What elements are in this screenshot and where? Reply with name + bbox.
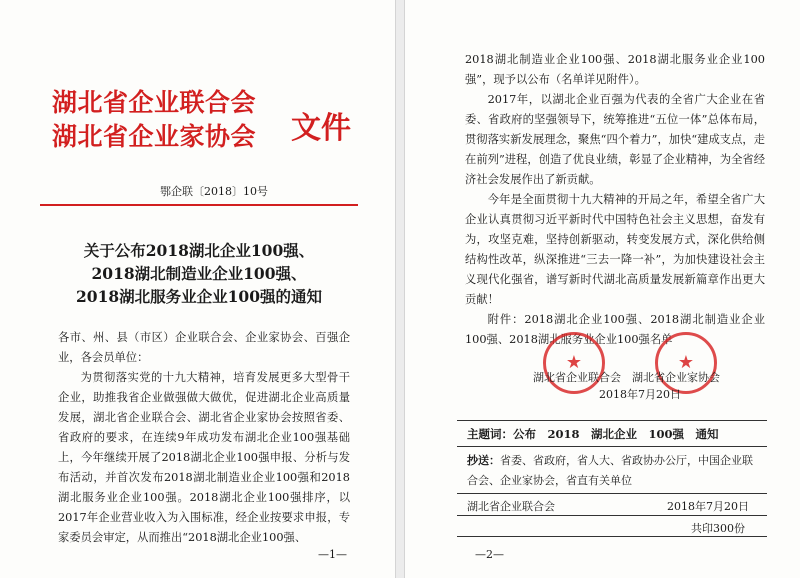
title-line-1: 关于公布2018湖北企业100强、 bbox=[83, 241, 315, 260]
rule-bottom bbox=[457, 536, 767, 537]
issuing-organizations bbox=[52, 86, 256, 154]
notice-title bbox=[40, 239, 358, 308]
cc-list bbox=[467, 451, 763, 491]
print-copies: 共印300份 bbox=[691, 522, 745, 535]
rule-above-cc bbox=[457, 446, 767, 447]
signature-organizations: 湖北省企业联合会 湖北省企业家协会 bbox=[533, 371, 720, 384]
paragraph-1: 为贯彻落实党的十九大精神，培育发展更多大型骨干企业，助推我省企业做强做大做优，促进湖北企业高质量发展，湖北省企业联合会、湖北省企业家协会按照省委、省政府的要求，在连续9年成功发布湖北企业100强基础上，今年继续开展了2018湖北企业100强申报、分析与发布活动，并首次发布2018湖北制造业企业100强和2018湖北服务业企业100强。2018湖北企业100强排序，以2017年企业营业收入为入围标准，经企业按要求申报，专家委员会审定，从而推出“2018湖北企业100强、 bbox=[58, 371, 350, 544]
issuing-office: 湖北省企业联合会 bbox=[467, 500, 555, 513]
red-separator-line bbox=[40, 204, 358, 206]
org-name-line-1: 湖北省企业联合会 bbox=[52, 88, 257, 117]
page-number-2: —2— bbox=[475, 548, 504, 561]
document-label: 文件 bbox=[291, 111, 351, 146]
title-line-3: 2018湖北服务业企业100强的通知 bbox=[76, 287, 322, 306]
paragraph-1-continued: 2018湖北制造业企业100强、2018湖北服务业企业100强”，现予以公布（名单详见附件）。 bbox=[465, 53, 765, 86]
rule-above-subject bbox=[457, 420, 767, 421]
cc-recipients: 省委、省政府，省人大、省政协办公厅，中国企业联合会、企业家协会，省直有关单位 bbox=[467, 454, 753, 487]
rule-above-copies bbox=[457, 515, 767, 516]
notice-body-page-2 bbox=[465, 50, 765, 350]
signature-date: 2018年7月20日 bbox=[599, 388, 681, 401]
document-number: 鄂企联〔2018〕10号 bbox=[160, 185, 268, 198]
document-page-1 bbox=[0, 0, 396, 578]
seal-star-icon: ★ bbox=[677, 352, 695, 373]
rule-above-issuer bbox=[457, 493, 767, 494]
notice-body-page-1 bbox=[58, 328, 350, 548]
paragraph-2: 2017年，以湖北企业百强为代表的全省广大企业在省委、省政府的坚强领导下，统筹推进“五位一体”总体布局，贯彻落实新发展理念，聚焦“四个着力”，加快“建成支点，走在前列”进程，创造了优良业绩，彰显了企业精神，为全省经济社会发展作出了新贡献。 bbox=[465, 93, 765, 186]
seal-star-icon: ★ bbox=[565, 352, 583, 373]
subject-keywords: 主题词：公布 2018 湖北企业 100强 通知 bbox=[467, 427, 719, 441]
issue-date: 2018年7月20日 bbox=[667, 500, 749, 513]
document-page-2 bbox=[404, 0, 800, 578]
title-line-2: 2018湖北制造业企业100强、 bbox=[91, 264, 307, 283]
salutation: 各市、州、县（市区）企业联合会、企业家协会、百强企业，各会员单位： bbox=[58, 331, 350, 364]
cc-label: 抄送： bbox=[467, 454, 500, 467]
page-number-1: —1— bbox=[318, 548, 347, 561]
paragraph-3: 今年是全面贯彻十九大精神的开局之年，希望全省广大企业认真贯彻习近平新时代中国特色社会主义思想，奋发有为，攻坚克难，坚持创新驱动，转变发展方式，深化供给侧结构性改革，纵深推进“三去一降一补”，为加快建设社会主义现代化强省，谱写新时代湖北高质量发展新篇章作出更大贡献！ bbox=[465, 193, 765, 306]
attachment-note: 附件：2018湖北企业100强、2018湖北制造业企业100强、2018湖北服务业企业100强名单 bbox=[465, 313, 765, 346]
org-name-line-2: 湖北省企业家协会 bbox=[52, 122, 257, 151]
